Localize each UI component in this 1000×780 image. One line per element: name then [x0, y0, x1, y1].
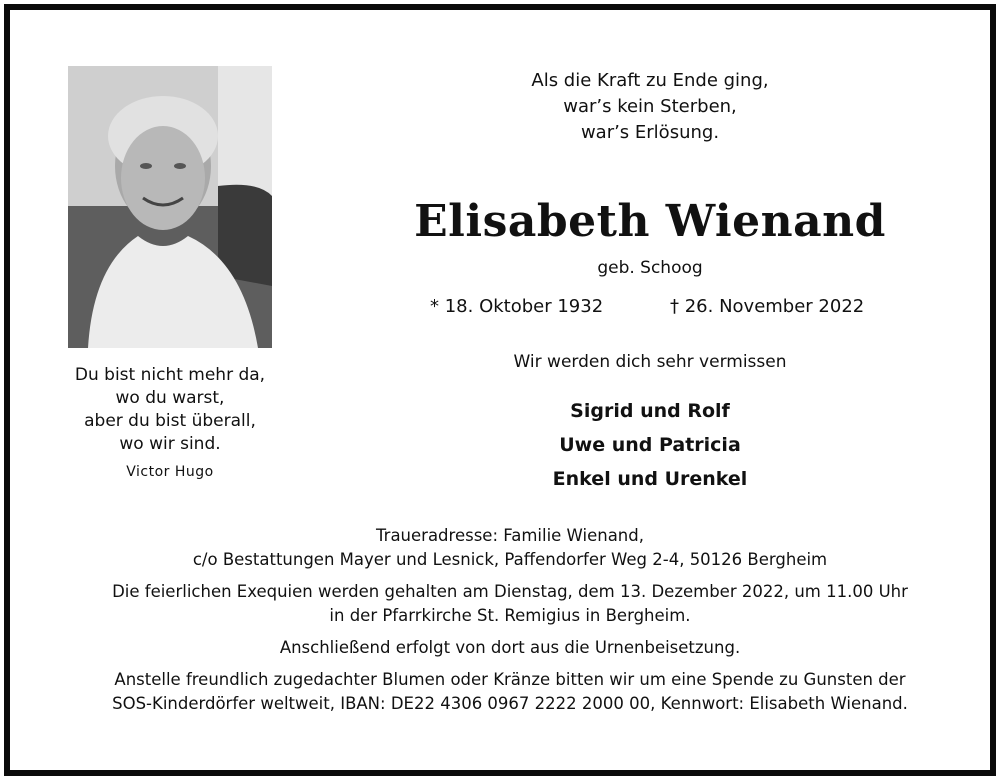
donation-line: Anstelle freundlich zugedachter Blumen oder Kränze bitten wir um eine Spende zu Gunsten der — [114, 670, 906, 689]
address-line: c/o Bestattungen Mayer und Lesnick, Paffendorfer Weg 2-4, 50126 Bergheim — [192, 550, 828, 569]
portrait-photo — [68, 66, 272, 348]
mourner: Enkel und Urenkel — [552, 468, 748, 490]
verse-line: war’s Erlösung. — [580, 122, 720, 143]
urn-paragraph — [30, 636, 990, 660]
left-quote-line: wo wir sind. — [119, 434, 221, 454]
death-date: † 26. November 2022 — [670, 296, 865, 317]
left-quote-line: Du bist nicht mehr da, — [74, 365, 266, 385]
service-line: Die feierlichen Exequien werden gehalten am Dienstag, dem 13. Dezember 2022, um 11.00 Uhr — [112, 582, 908, 601]
funeral-info — [30, 524, 990, 724]
obituary-frame — [4, 4, 996, 776]
quote-author: Victor Hugo — [126, 464, 214, 480]
left-quote-line: aber du bist überall, — [84, 411, 256, 431]
miss-text: Wir werden dich sehr vermissen — [513, 352, 787, 372]
mourners-list — [500, 394, 800, 496]
birth-name: geb. Schoog — [597, 258, 703, 278]
opening-verse — [450, 68, 850, 146]
portrait-illustration — [68, 66, 272, 348]
left-quote-line: wo du warst, — [115, 388, 225, 408]
address-paragraph — [30, 524, 990, 572]
service-paragraph — [30, 580, 990, 628]
mourner: Uwe und Patricia — [559, 434, 741, 456]
left-quote — [50, 364, 290, 456]
service-line: in der Pfarrkirche St. Remigius in Bergheim. — [329, 606, 691, 625]
mourner: Sigrid und Rolf — [570, 400, 730, 422]
urn-line: Anschließend erfolgt von dort aus die Urnenbeisetzung. — [279, 638, 741, 657]
birth-date: * 18. Oktober 1932 — [430, 296, 604, 317]
verse-line: Als die Kraft zu Ende ging, — [531, 70, 769, 91]
deceased-name: Elisabeth Wienand — [414, 196, 886, 247]
donation-line: SOS-Kinderdörfer weltweit, IBAN: DE22 4306 0967 2222 2000 00, Kennwort: Elisabeth Wienand. — [112, 694, 908, 713]
verse-line: war’s kein Sterben, — [563, 96, 737, 117]
address-line: Traueradresse: Familie Wienand, — [376, 526, 644, 545]
donation-paragraph — [30, 668, 990, 716]
